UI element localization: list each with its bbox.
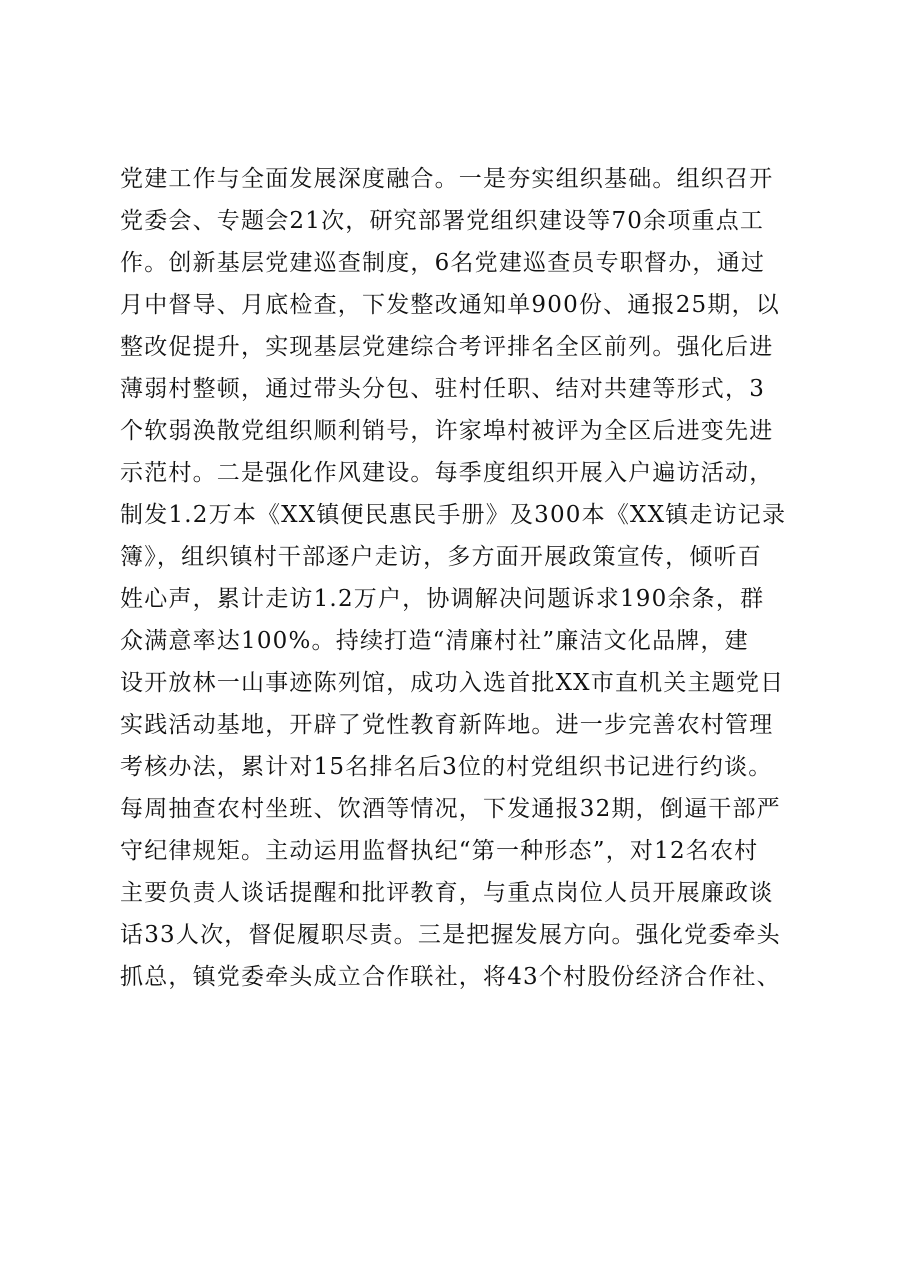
text-line: 主要负责人谈话提醒和批评教育，与重点岗位人员开展廉政谈 <box>120 880 774 906</box>
text-line: 每周抽查农村坐班、饮酒等情况，下发通报32期，倒逼干部严 <box>120 796 781 822</box>
text-line: 示范村。二是强化作风建设。每季度组织开展入户遍访活动， <box>120 460 774 486</box>
text-line: 党委会、专题会21次，研究部署党组织建设等70余项重点工 <box>120 208 765 234</box>
text-line: 制发1.2万本《XX镇便民惠民手册》及300本《XX镇走访记录 <box>120 502 787 528</box>
text-line: 整改促提升，实现基层党建综合考评排名全区前列。强化后进 <box>120 334 774 360</box>
text-line: 薄弱村整顿，通过带头分包、驻村任职、结对共建等形式，3 <box>120 376 766 402</box>
text-line: 设开放林一山事迹陈列馆，成功入选首批XX市直机关主题党日 <box>120 670 785 696</box>
text-line: 抓总，镇党委牵头成立合作联社，将43个村股份经济合作社、 <box>120 964 781 990</box>
text-line: 个软弱涣散党组织顺利销号，许家埠村被评为全区后进变先进 <box>120 418 774 444</box>
text-line: 实践活动基地，开辟了党性教育新阵地。进一步完善农村管理 <box>120 712 774 738</box>
text-line: 话33人次，督促履职尽责。三是把握发展方向。强化党委牵头 <box>120 922 781 948</box>
body-text <box>120 158 820 998</box>
text-line: 考核办法，累计对15名排名后3位的村党组织书记进行约谈。 <box>120 754 773 780</box>
text-line: 月中督导、月底检查，下发整改通知单900份、通报25期，以 <box>120 292 780 318</box>
text-line: 党建工作与全面发展深度融合。一是夯实组织基础。组织召开 <box>120 166 774 192</box>
text-line: 簿》，组织镇村干部逐户走访，多方面开展政策宣传，倾听百 <box>120 544 762 570</box>
text-line: 众满意率达100%。持续打造“清廉村社”廉洁文化品牌，建 <box>120 628 749 654</box>
text-line: 作。创新基层党建巡查制度，6名党建巡查员专职督办，通过 <box>120 250 766 276</box>
text-line: 姓心声，累计走访1.2万户，协调解决问题诉求190余条，群 <box>120 586 765 612</box>
text-line: 守纪律规矩。主动运用监督执纪“第一种形态”，对12名农村 <box>120 838 759 864</box>
